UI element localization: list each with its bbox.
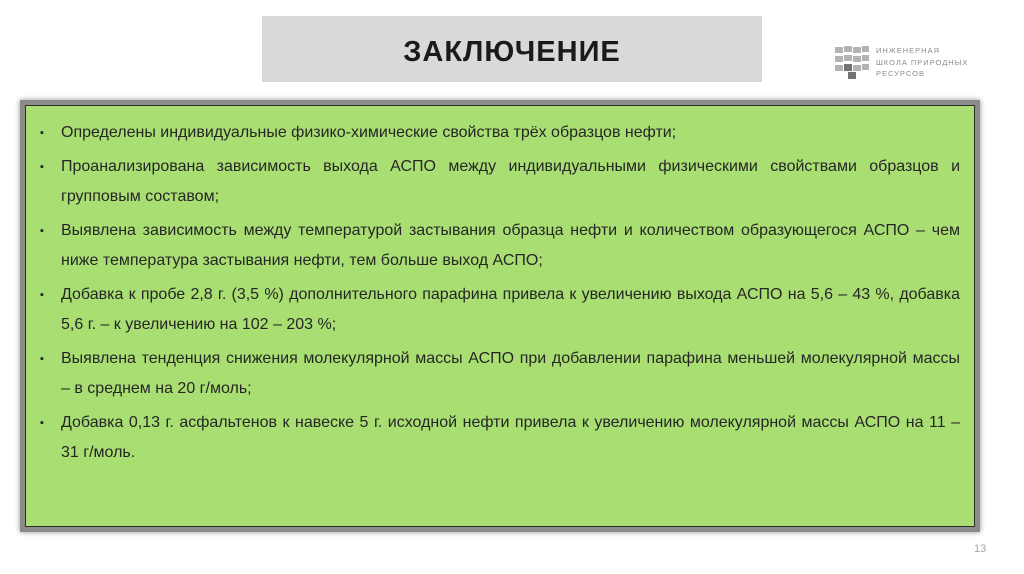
bullet-marker-icon: ▪ (40, 416, 44, 429)
list-item (38, 408, 960, 469)
list-item-text: Проанализирована зависимость выхода АСПО между индивидуальными физическими свойствами образцов и групповым составом; (61, 157, 960, 205)
title-box (262, 16, 762, 82)
bullet-marker-icon: ▪ (40, 127, 44, 139)
conclusion-box (25, 105, 975, 527)
list-item (38, 118, 960, 149)
logo-line-1: ИНЖЕНЕРНАЯ (876, 46, 940, 55)
logo-line-2: ШКОЛА ПРИРОДНЫХ (876, 57, 969, 67)
page-number: 13 (974, 543, 987, 555)
conclusion-list (38, 118, 960, 472)
list-item-text: Добавка к пробе 2,8 г. (3,5 %) дополнительного парафина привела к увеличению выхода АСПО на 5,6 – 43 %, добавка 5,6 г. – к увеличению на 102 – 203 %; (61, 285, 960, 333)
bullet-marker-icon: ▪ (40, 224, 44, 237)
list-item (38, 216, 960, 277)
content-frame (20, 100, 980, 532)
logo-line-3: РЕСУРСОВ (876, 69, 925, 78)
slide-title: ЗАКЛЮЧЕНИЕ (403, 36, 621, 68)
list-item-text: Выявлена зависимость между температурой застывания образца нефти и количеством образующегося АСПО – чем ниже температура застывания нефти, тем больше выход АСПО; (61, 221, 960, 269)
list-item-text: Определены индивидуальные физико-химические свойства трёх образцов нефти; (61, 124, 677, 141)
bullet-marker-icon: ▪ (40, 352, 44, 365)
list-item (38, 152, 960, 213)
bullet-marker-icon: ▪ (40, 288, 44, 301)
logo-text (876, 45, 1006, 80)
school-logo (834, 44, 1004, 80)
cube-logo-icon (834, 44, 870, 80)
list-item-text: Добавка 0,13 г. асфальтенов к навеске 5 г. исходной нефти привела к увеличению молекулярной массы АСПО на 11 – 31 г/моль. (61, 413, 960, 461)
bullet-marker-icon: ▪ (40, 160, 44, 173)
list-item (38, 344, 960, 405)
list-item-text: Выявлена тенденция снижения молекулярной массы АСПО при добавлении парафина меньшей молекулярной массы – в среднем на 20 г/моль; (61, 349, 960, 397)
list-item (38, 280, 960, 341)
